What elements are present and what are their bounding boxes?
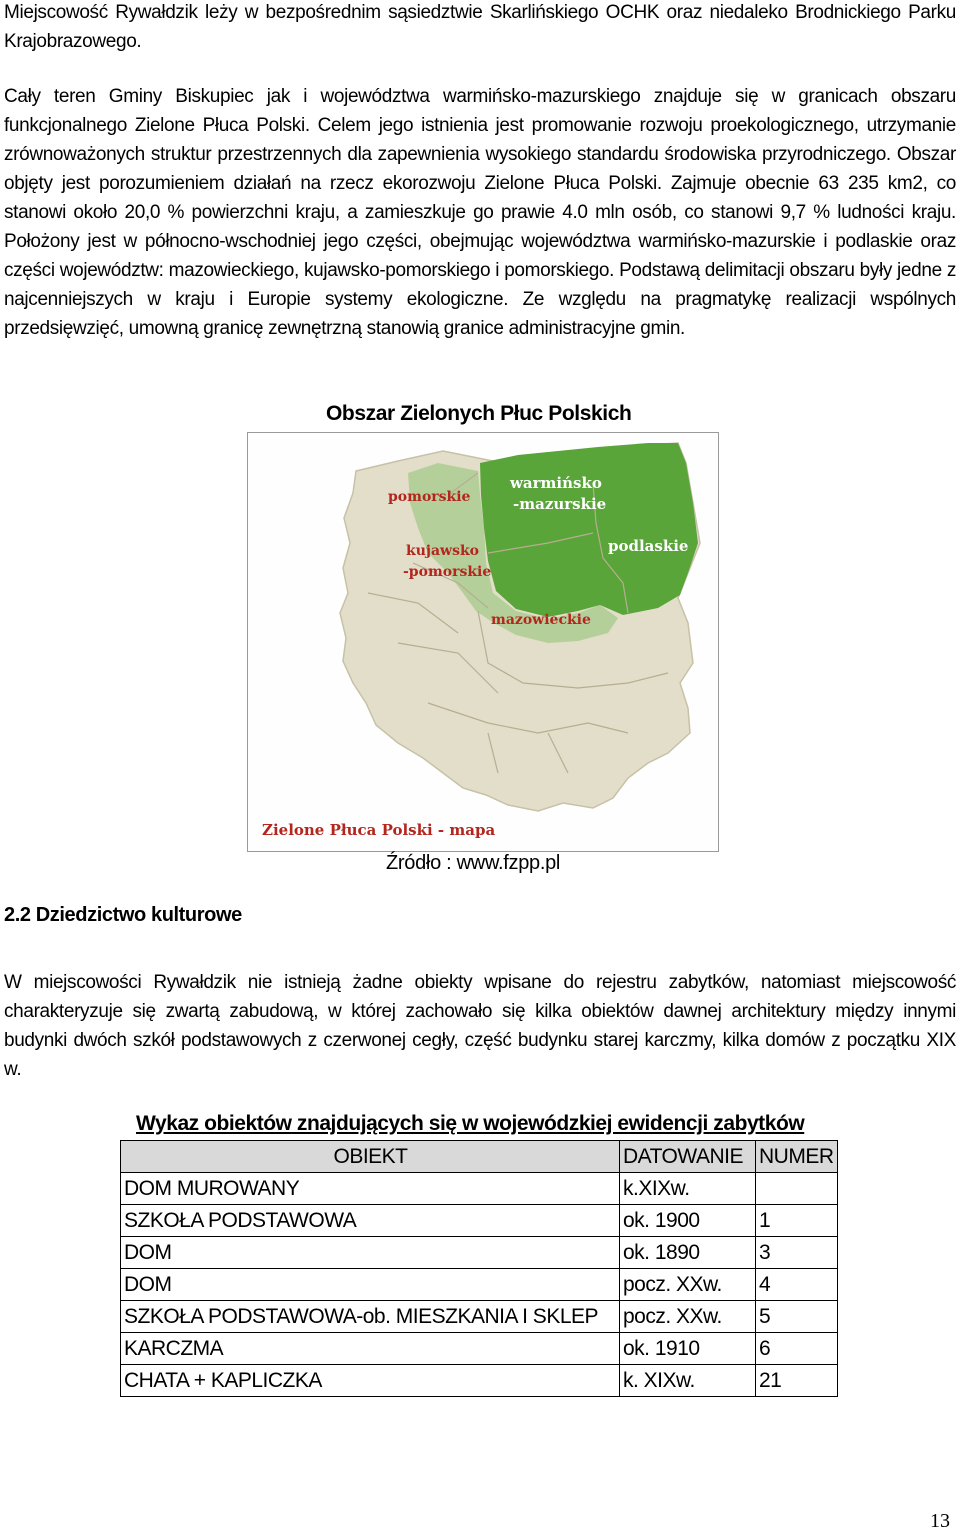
green-lungs-paragraph: Cały teren Gminy Biskupiec jak i województwa warmińsko-mazurskiego znajduje się w granicach obszaru funkcjonalnego Zielone Płuca Polski. Celem jego istnienia jest promowanie rozwoju proekologicznego, utrzymanie zrównoważonych struktur przestrzennych dla zapewnienia wysokiego standardu środowiska przyrodniczego. Obszar objęty jest porozumieniem działań na rzecz ekorozwoju Zielone Płuca Polski. Zajmuje obecnie 63 235 km2, co stanowi około 20,0 % powierzchni kraju, a zamieszkuje go prawie 4.0 mln osób, co stanowi 9,7 % ludności kraju. Położony jest w północno-wschodniej jego części, obejmując województwa warmińsko-mazurskie i podlaskie oraz części województw: mazowieckiego, kujawsko-pomorskiego i pomorskiego. Podstawą delimitacji obszaru były jedne z najcenniejszych w kraju i Europie systemy ekologiczne. Ze względu na pragmatykę realizacji wspólnych przedsięwzięć, umowną granicę zewnętrzną stanowią granice administracyjne gmin.	[4, 86, 956, 339]
cell-dating: ok. 1890	[620, 1237, 756, 1269]
header-dating: DATOWANIE	[620, 1141, 756, 1173]
table-row	[121, 1365, 838, 1397]
label-mazowieckie: mazowieckie	[491, 612, 591, 628]
cell-dating: pocz. XXw.	[620, 1301, 756, 1333]
label-warminsko-line2: -mazurskie	[513, 495, 607, 513]
map-source: Źródło : www.fzpp.pl	[386, 852, 561, 874]
header-number: NUMER	[756, 1141, 838, 1173]
intro-paragraph: Miejscowość Rywałdzik leży w bezpośrednim sąsiedztwie Skarlińskiego OCHK oraz niedaleko Brodnickiego Parku Krajobrazowego.	[4, 2, 956, 52]
label-podlaskie: podlaskie	[608, 537, 689, 555]
table-row	[121, 1173, 838, 1205]
cell-object: DOM	[121, 1237, 620, 1269]
map-title: Obszar Zielonych Płuc Polskich	[326, 402, 632, 425]
cell-object: CHATA + KAPLICZKA	[121, 1365, 620, 1397]
table-header-row	[121, 1141, 838, 1173]
section-heading: 2.2 Dziedzictwo kulturowe	[4, 904, 242, 926]
table-title: Wykaz obiektów znajdujących się w wojewódzkiej ewidencji zabytków	[136, 1112, 805, 1135]
label-pomorskie: pomorskie	[388, 489, 471, 505]
cell-number: 3	[756, 1237, 838, 1269]
label-kujawsko-line1: kujawsko	[406, 543, 479, 559]
map-figure	[247, 432, 719, 852]
table-row	[121, 1237, 838, 1269]
cell-number: 6	[756, 1333, 838, 1365]
cell-object: DOM	[121, 1269, 620, 1301]
cell-dating: pocz. XXw.	[620, 1269, 756, 1301]
cell-dating: ok. 1900	[620, 1205, 756, 1237]
table-row	[121, 1301, 838, 1333]
label-kujawsko-line2: -pomorskie	[403, 564, 492, 580]
cell-object: SZKOŁA PODSTAWOWA	[121, 1205, 620, 1237]
cell-dating: ok. 1910	[620, 1333, 756, 1365]
header-object: OBIEKT	[121, 1141, 620, 1173]
cell-number	[756, 1173, 838, 1205]
page-number: 13	[930, 1510, 950, 1532]
cell-number: 5	[756, 1301, 838, 1333]
monuments-table	[120, 1140, 838, 1397]
cell-object: DOM MUROWANY	[121, 1173, 620, 1205]
table-row	[121, 1205, 838, 1237]
cell-number: 4	[756, 1269, 838, 1301]
warminsko-podlaskie-zone-shape	[480, 443, 698, 617]
cell-object: KARCZMA	[121, 1333, 620, 1365]
cell-dating: k. XIXw.	[620, 1365, 756, 1397]
cell-object: SZKOŁA PODSTAWOWA-ob. MIESZKANIA I SKLEP	[121, 1301, 620, 1333]
cell-dating: k.XIXw.	[620, 1173, 756, 1205]
label-warminsko-line1: warmińsko	[510, 474, 602, 492]
heritage-paragraph: W miejscowości Rywałdzik nie istnieją żadne obiekty wpisane do rejestru zabytków, natomiast miejscowość charakteryzuje się zwartą zabudową, w której zachowało się kilka obiektów dawnej architektury między innymi budynki dwóch szkół podstawowych z czerwonej cegły, część budynku starej karczmy, kilka domów z początku XIX w.	[4, 972, 956, 1080]
poland-map-svg	[248, 433, 718, 851]
table-row	[121, 1269, 838, 1301]
map-caption: Zielone Płuca Polski - mapa	[262, 821, 496, 839]
cell-number: 1	[756, 1205, 838, 1237]
table-row	[121, 1333, 838, 1365]
cell-number: 21	[756, 1365, 838, 1397]
